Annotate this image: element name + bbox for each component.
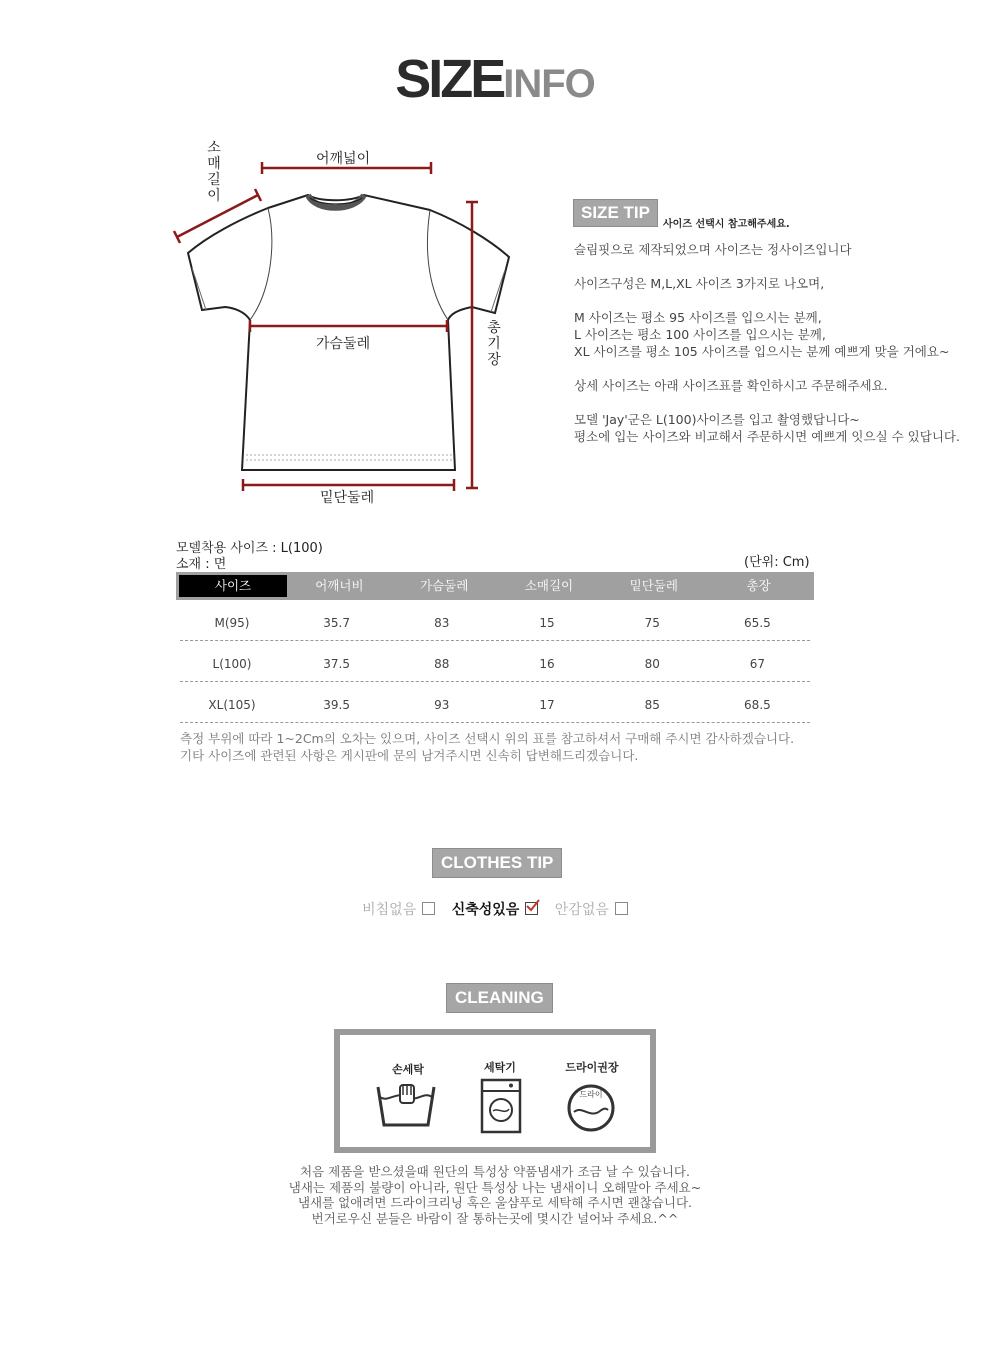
size-tip-text: [574, 241, 984, 462]
sleeve-label: 소 매 길 이: [207, 140, 221, 204]
option-stretchy: 신축성있음: [452, 902, 539, 918]
table-cell: 67: [749, 657, 766, 671]
table-cell: 83: [434, 616, 450, 630]
table-cell: 39.5: [323, 698, 350, 712]
hand-wash-icon: [374, 1081, 438, 1131]
model-size: 모델착용 사이즈 : L(100): [176, 541, 323, 556]
hand-wash-label: 손세탁: [392, 1063, 424, 1076]
table-cell: 75: [644, 616, 660, 630]
table-header-cell: 가슴둘레: [420, 578, 469, 593]
table-header-cell: 어깨너비: [315, 578, 364, 593]
size-tip-paragraph: 상세 사이즈는 아래 사이즈표를 확인하시고 주문해주세요.: [574, 378, 888, 393]
table-cell: XL(105): [208, 698, 256, 712]
size-tip-badge: SIZE TIP: [573, 199, 658, 227]
table-row: [180, 600, 810, 641]
table-cell: 15: [539, 616, 555, 630]
table-cell: 17: [539, 698, 555, 712]
table-cell: M(95): [214, 616, 250, 630]
size-tip-subtitle: 사이즈 선택시 참고해주세요.: [663, 219, 790, 230]
size-note-line: 측정 부위에 따라 1~2Cm의 오차는 있으며, 사이즈 선택시 위의 표를 참고하셔서 구매해 주시면 감사하겠습니다.: [180, 731, 795, 746]
table-cell: 88: [434, 657, 450, 671]
tshirt-diagram: [160, 140, 520, 520]
table-cell: 16: [539, 657, 555, 671]
table-cell: 85: [644, 698, 660, 712]
table-cell: L(100): [212, 657, 252, 671]
table-cell: 93: [434, 698, 450, 712]
size-tip-paragraph: 사이즈구성은 M,L,XL 사이즈 3가지로 나오며,: [574, 276, 825, 291]
size-tip-paragraph: 모델 'Jay'군은 L(100)사이즈를 입고 촬영했답니다~ 평소에 입는 사이즈와 비교해서 주문하시면 예쁘게 잇으실 수 있답니다.: [574, 412, 960, 444]
clothes-tip-options: [0, 899, 990, 919]
chest-label: 가슴둘레: [316, 336, 371, 352]
shoulder-label: 어깨넓이: [316, 151, 371, 167]
length-label: 총 기 장: [487, 320, 501, 368]
dry-clean-icon-text: 드라이: [579, 1090, 603, 1099]
cleaning-note-line: 처음 제품을 받으셨을때 원단의 특성상 약품냄새가 조금 날 수 있습니다.: [300, 1164, 690, 1179]
washing-machine-icon: [478, 1077, 524, 1135]
unit-label: (단위: Cm): [744, 555, 810, 570]
option-no-lining: 안감없음: [555, 902, 628, 918]
page-header: [0, 48, 990, 110]
clothes-tip-badge: CLOTHES TIP: [432, 848, 562, 878]
table-header-cell: 사이즈: [179, 575, 287, 597]
size-notes: [180, 730, 794, 764]
material: 소재 : 면: [176, 557, 227, 572]
hem-label: 밑단둘레: [320, 490, 375, 506]
table-cell: 68.5: [744, 698, 771, 712]
size-note-line: 기타 사이즈에 관련된 사항은 게시판에 문의 남겨주시면 신속히 답변해드리겠습니다.: [180, 748, 639, 763]
header-info-text: INFO: [503, 62, 595, 106]
table-cell: 65.5: [744, 616, 771, 630]
table-row: [180, 682, 810, 723]
checkbox-empty-icon: [615, 902, 628, 915]
table-cell: 35.7: [323, 616, 350, 630]
cleaning-icons-box: [334, 1029, 656, 1153]
table-cell: 37.5: [323, 657, 350, 671]
option-no-seethrough: 비침없음: [362, 902, 435, 918]
cleaning-badge: CLEANING: [446, 983, 553, 1013]
cleaning-note-line: 번거로우신 분들은 바람이 잘 통하는곳에 몇시간 널어놔 주세요.^^: [311, 1210, 679, 1226]
size-tip-paragraph: M 사이즈는 평소 95 사이즈를 입으시는 분께, L 사이즈는 평소 100 사이즈를 입으시는 분께, XL 사이즈를 평소 105 사이즈를 입으시는 분께 예쁘게 맞을 거에요~: [574, 310, 950, 359]
dry-clean-label: 드라이권장: [565, 1061, 619, 1074]
cleaning-note-line: 냄새를 없애려면 드라이크리닝 혹은 울샴푸로 세탁해 주시면 괜찮습니다.: [297, 1195, 693, 1210]
cleaning-note-line: 냄새는 제품의 불량이 아니라, 원단 특성상 나는 냄새이니 오해말아 주세요~: [288, 1179, 702, 1195]
checkbox-checked-icon: [525, 902, 538, 915]
cleaning-notes: [0, 1164, 990, 1226]
table-header-cell: 밑단둘레: [629, 578, 678, 593]
table-cell: 80: [644, 657, 660, 671]
size-tip-paragraph: 슬림핏으로 제작되었으며 사이즈는 정사이즈입니다: [574, 242, 852, 257]
table-header-cell: 소매길이: [524, 578, 574, 593]
table-header: [176, 572, 814, 600]
table-row: [180, 641, 810, 682]
header-size-text: SIZE: [395, 49, 504, 109]
washing-machine-label: 세탁기: [484, 1061, 516, 1074]
checkbox-empty-icon: [422, 902, 435, 915]
table-header-cell: 총장: [746, 578, 771, 593]
size-table: [176, 572, 814, 723]
